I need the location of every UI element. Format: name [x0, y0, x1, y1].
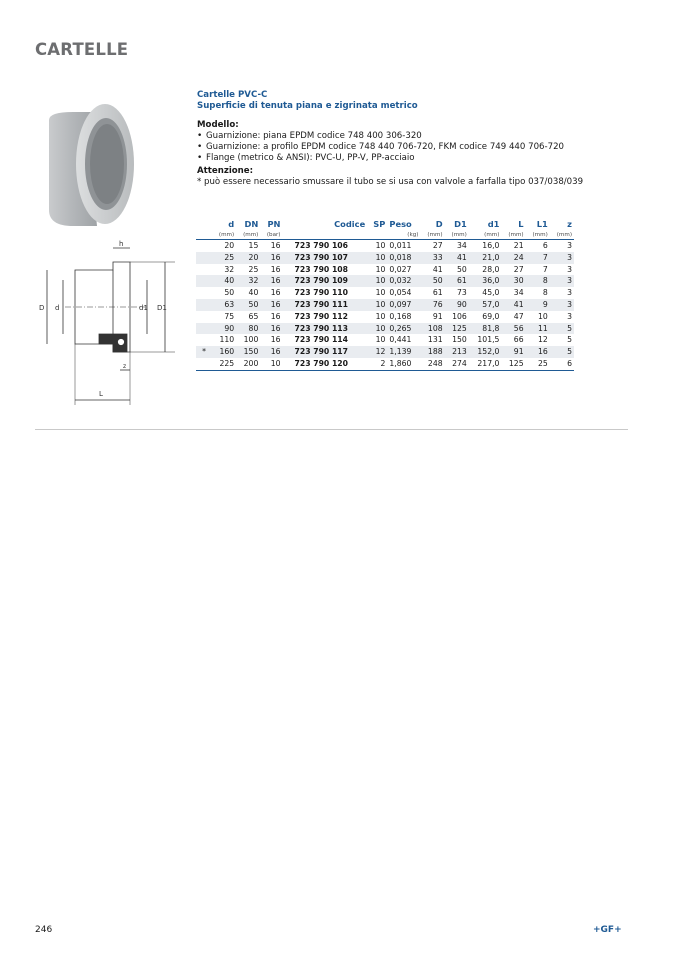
column-header-z: z	[567, 219, 572, 229]
note-text: * può essere necessario smussare il tubo se si usa con valvole a farfalla tipo 037/038/039	[197, 177, 584, 187]
table-cell: 723 790 110	[294, 288, 348, 298]
table-cell: 12	[367, 346, 387, 358]
table-cell: 106	[452, 311, 467, 321]
table-cell: 90	[212, 323, 236, 335]
table-cell: 723 790 120	[283, 358, 368, 370]
table-cell: 63	[212, 299, 236, 311]
table-cell: 131	[427, 335, 443, 345]
column-header-weight: Peso	[389, 219, 412, 229]
table-cell: 25	[526, 358, 550, 370]
model-label: Modello:	[197, 120, 239, 130]
table-cell: 150	[452, 335, 467, 345]
table-header-row	[196, 218, 574, 230]
table-cell: 66	[513, 335, 524, 345]
table-cell: 2	[367, 358, 387, 370]
row-mark	[196, 264, 212, 276]
dimensions-table	[196, 218, 574, 371]
table-cell: 16	[270, 264, 281, 274]
unit-cell	[367, 230, 387, 240]
column-header-L1: L1	[536, 219, 548, 229]
table-cell: 213	[445, 346, 469, 358]
technical-drawing	[35, 240, 185, 414]
table-cell: 16	[260, 323, 282, 335]
row-mark	[196, 334, 212, 346]
table-cell: 225	[212, 358, 236, 370]
table-cell: 41	[501, 299, 525, 311]
table-cell: 3	[550, 299, 574, 311]
table-cell: 47	[513, 311, 524, 321]
table-cell: 723 790 113	[283, 323, 368, 335]
table-cell: 73	[456, 288, 467, 298]
column-header-D1: D1	[454, 219, 467, 229]
table-cell: 0,027	[389, 264, 412, 274]
table-cell: 61	[432, 288, 443, 298]
table-row	[196, 275, 574, 287]
table-cell: 11	[526, 323, 550, 335]
table-cell: 723 790 106	[294, 241, 348, 250]
table-cell: 21	[513, 241, 524, 250]
table-cell: 16	[260, 346, 282, 358]
table-cell: 723 790 117	[283, 346, 368, 358]
table-cell: 81,8	[469, 323, 502, 335]
table-cell: 152,0	[469, 346, 502, 358]
table-cell: 10	[375, 241, 386, 250]
table-cell: 16	[270, 335, 281, 345]
unit-cell	[283, 230, 368, 240]
row-mark	[196, 252, 212, 264]
table-cell: 30	[501, 275, 525, 287]
table-cell: 41	[432, 264, 443, 274]
table-cell: 723 790 109	[283, 275, 368, 287]
column-header-d1: d1	[487, 219, 500, 229]
unit-cell: (mm)	[420, 230, 444, 240]
table-cell: 41	[445, 252, 469, 264]
table-cell: 21,0	[469, 252, 502, 264]
table-cell: 110	[219, 335, 235, 345]
table-cell: 723 790 114	[294, 335, 348, 345]
table-cell: 61	[445, 275, 469, 287]
table-cell: 75	[224, 311, 235, 321]
table-cell: 5	[550, 323, 574, 335]
column-header-code: Codice	[334, 219, 366, 229]
dim-label-L: L	[99, 390, 103, 398]
row-mark	[196, 323, 212, 335]
table-cell: 150	[236, 346, 260, 358]
table-cell: 50	[456, 264, 467, 274]
unit-cell: (mm)	[236, 230, 260, 240]
model-item: • Flange (metrico & ANSI): PVC-U, PP-V, PP-acciaio	[197, 153, 617, 164]
unit-cell: (mm)	[526, 230, 550, 240]
table-cell: 200	[236, 358, 260, 370]
table-cell: 0,032	[387, 275, 420, 287]
table-cell: 125	[501, 358, 525, 370]
table-cell: 0,441	[389, 335, 412, 345]
unit-cell	[196, 230, 212, 240]
table-cell: 10	[537, 311, 548, 321]
table-cell: 10	[375, 288, 386, 298]
table-cell: 1,860	[387, 358, 420, 370]
table-cell: 10	[260, 358, 282, 370]
table-cell: 125	[445, 323, 469, 335]
row-mark	[196, 287, 212, 299]
table-cell: 0,168	[389, 311, 412, 321]
table-row	[196, 299, 574, 311]
table-cell: 10	[367, 275, 387, 287]
table-cell: 0,054	[389, 288, 412, 298]
table-cell: 40	[212, 275, 236, 287]
table-cell: 27	[432, 241, 443, 250]
unit-cell: (mm)	[550, 230, 574, 240]
table-cell: 45,0	[482, 288, 500, 298]
model-list	[197, 131, 617, 164]
table-cell: 91	[432, 311, 443, 321]
column-header-DN: DN	[244, 219, 259, 229]
product-subtitle: Superficie di tenuta piana e zigrinata metrico	[197, 101, 418, 111]
table-cell: 27	[513, 264, 524, 274]
column-header-SP: SP	[373, 219, 386, 229]
table-cell: 50	[236, 299, 260, 311]
table-cell: 3	[567, 264, 572, 274]
row-mark	[196, 240, 212, 252]
table-cell: 723 790 112	[294, 311, 348, 321]
table-cell: 10	[375, 335, 386, 345]
table-cell: 7	[526, 252, 550, 264]
dim-label-d: d	[55, 304, 60, 312]
table-row	[196, 323, 574, 335]
table-row	[196, 240, 574, 252]
table-cell: 50	[224, 288, 235, 298]
table-cell: 80	[236, 323, 260, 335]
table-row	[196, 287, 574, 299]
table-cell: 723 790 107	[283, 252, 368, 264]
table-cell: 25	[212, 252, 236, 264]
table-cell: 69,0	[482, 311, 500, 321]
table-cell: 34	[513, 288, 524, 298]
dim-label-h: h	[119, 240, 124, 248]
table-cell: 10	[375, 264, 386, 274]
table-cell: 0,018	[387, 252, 420, 264]
table-cell: 16	[260, 252, 282, 264]
dim-label-D1: D1	[157, 304, 167, 312]
row-mark	[196, 275, 212, 287]
unit-cell: (mm)	[501, 230, 525, 240]
table-cell: 91	[501, 346, 525, 358]
row-mark	[196, 299, 212, 311]
table-body	[196, 240, 574, 371]
table-cell: 90	[445, 299, 469, 311]
row-mark	[196, 311, 212, 323]
brand-logo: +GF+	[593, 925, 622, 935]
table-cell: 8	[542, 288, 548, 298]
table-cell: 32	[224, 264, 235, 274]
column-header-L: L	[518, 219, 524, 229]
table-cell: 56	[501, 323, 525, 335]
table-cell: 3	[567, 311, 572, 321]
table-cell: 16	[270, 311, 281, 321]
dim-label-z: z	[123, 363, 127, 370]
table-cell: 101,5	[477, 335, 500, 345]
table-cell: 0,011	[389, 241, 412, 250]
table-cell: 16,0	[482, 241, 500, 250]
table-cell: 65	[248, 311, 259, 321]
table-cell: 10	[367, 323, 387, 335]
table-cell: 16	[260, 299, 282, 311]
table-row	[196, 334, 574, 346]
unit-cell: (mm)	[469, 230, 502, 240]
section-divider	[35, 429, 628, 430]
table-cell: 33	[420, 252, 444, 264]
table-cell: 16	[526, 346, 550, 358]
column-header-D: D	[435, 219, 443, 229]
table-cell: 20	[224, 241, 235, 250]
table-cell: 10	[375, 311, 386, 321]
table-row	[196, 252, 574, 264]
table-cell: 9	[526, 299, 550, 311]
table-cell: 3	[550, 275, 574, 287]
table-cell: 16	[270, 241, 281, 250]
table-cell: 76	[420, 299, 444, 311]
model-item: • Guarnizione: a profilo EPDM codice 748 440 706-720, FKM codice 749 440 706-720	[197, 142, 617, 153]
table-cell: 5	[550, 346, 574, 358]
table-cell: 25	[248, 264, 259, 274]
table-row	[196, 311, 574, 323]
table-cell: 188	[420, 346, 444, 358]
dim-label-D: D	[39, 304, 45, 312]
unit-cell: (bar)	[260, 230, 282, 240]
table-cell: 0,097	[387, 299, 420, 311]
unit-cell: (mm)	[445, 230, 469, 240]
row-mark	[196, 358, 212, 370]
table-cell: 50	[420, 275, 444, 287]
table-cell: 160	[212, 346, 236, 358]
table-cell: 3	[550, 252, 574, 264]
table-cell: 248	[420, 358, 444, 370]
table-cell: 217,0	[469, 358, 502, 370]
table-cell: 3	[567, 288, 572, 298]
product-info	[197, 90, 617, 188]
product-image	[35, 98, 135, 232]
table-cell: 7	[542, 264, 548, 274]
note-label: Attenzione:	[197, 166, 254, 176]
table-cell: 723 790 111	[283, 299, 368, 311]
table-cell: 100	[243, 335, 259, 345]
table-cell: 3	[567, 241, 572, 250]
table-cell: 274	[445, 358, 469, 370]
unit-cell: (kg)	[387, 230, 420, 240]
unit-cell: (mm)	[212, 230, 236, 240]
table-cell: 5	[567, 335, 572, 345]
table-cell: 1,139	[387, 346, 420, 358]
table-row	[196, 346, 574, 358]
model-item: • Guarnizione: piana EPDM codice 748 400 306-320	[197, 131, 617, 142]
table-cell: 723 790 108	[294, 264, 348, 274]
table-cell: 28,0	[482, 264, 500, 274]
dim-label-d1: d1	[139, 304, 148, 312]
page-number: 246	[35, 925, 53, 935]
table-cell: 36,0	[469, 275, 502, 287]
table-cell: 20	[236, 252, 260, 264]
column-header-PN: PN	[267, 219, 281, 229]
section-title: CARTELLE	[35, 40, 129, 59]
table-cell: 24	[501, 252, 525, 264]
column-header	[196, 218, 212, 230]
table-cell: 12	[537, 335, 548, 345]
table-cell: 8	[526, 275, 550, 287]
table-row	[196, 264, 574, 276]
table-cell: 0,265	[387, 323, 420, 335]
table-row	[196, 358, 574, 370]
table-cell: 32	[236, 275, 260, 287]
table-cell: 15	[248, 241, 259, 250]
row-mark: *	[196, 346, 212, 358]
table-units-row	[196, 230, 574, 240]
table-cell: 57,0	[469, 299, 502, 311]
product-title: Cartelle PVC-C	[197, 90, 268, 100]
table-cell: 10	[367, 252, 387, 264]
table-cell: 6	[542, 241, 548, 250]
table-cell: 6	[550, 358, 574, 370]
table-cell: 108	[420, 323, 444, 335]
table-cell: 40	[248, 288, 259, 298]
table-cell: 10	[367, 299, 387, 311]
table-cell: 16	[270, 288, 281, 298]
column-header-d: d	[228, 219, 235, 229]
table-cell: 16	[260, 275, 282, 287]
table-cell: 34	[456, 241, 467, 250]
